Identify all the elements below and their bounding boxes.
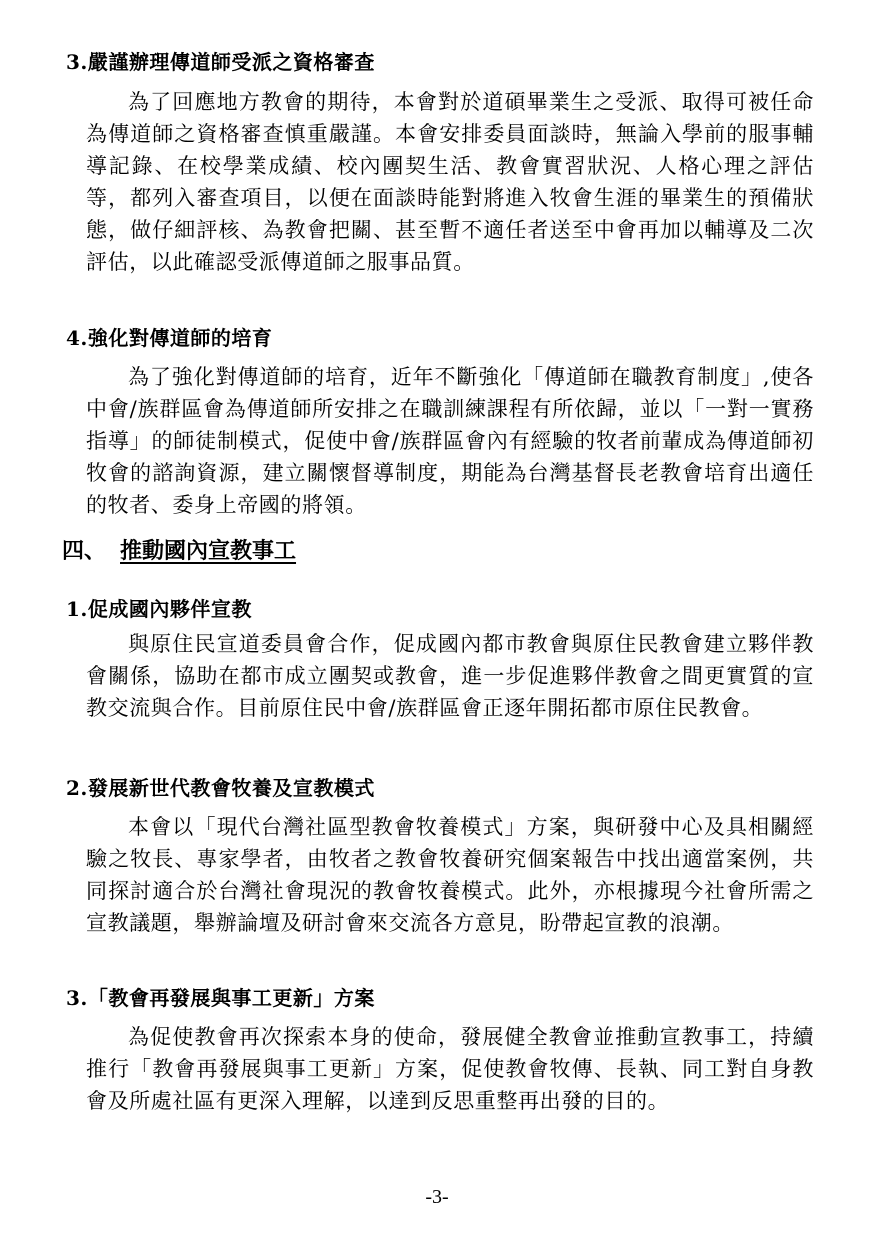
item-paragraph: 本會以「現代台灣社區型教會牧養模式」方案，與研發中心及具相關經驗之牧長、專家學者，由牧者之教會牧養研究個案報告中找出適當案例，共同探討適合於台灣社會現況的教會牧養模式。此外，亦根據現今社會所需之宣教議題，舉辦論壇及研討會來交流各方意見，盼帶起宣教的浪潮。 <box>86 815 814 935</box>
section-title: 推動國內宣教事工 <box>120 538 297 564</box>
section-heading <box>62 536 296 566</box>
item-paragraph: 與原住民宣道委員會合作，促成國內都市教會與原住民教會建立夥伴教會關係，協助在都市成立團契或教會，進一步促進夥伴教會之間更實質的宣教交流與合作。目前原住民中會/族群區會正逐年開拓都市原住民教會。 <box>86 632 814 720</box>
item-paragraph: 為促使教會再次探索本身的使命，發展健全教會並推動宣教事工，持續推行「教會再發展與事工更新」方案，促使教會牧傳、長執、同工對自身教會及所處社區有更深入理解，以達到反思重整再出發的目的。 <box>86 1025 814 1113</box>
section-number: 四、 <box>62 538 107 564</box>
item-paragraph: 為了回應地方教會的期待，本會對於道碩畢業生之受派、取得可被任命為傳道師之資格審查慎重嚴謹。本會安排委員面談時，無論入學前的服事輔導記錄、在校學業成績、校內團契生活、教會實習狀況、人格心理之評估等，都列入審查項目，以便在面談時能對將進入牧會生涯的畢業生的預備狀態，做仔細評核、為教會把關、甚至暫不適任者送至中會再加以輔導及二次評估，以此確認受派傳道師之服事品質。 <box>86 90 814 274</box>
item-heading: 4.強化對傳道師的培育 <box>66 326 273 350</box>
item-heading: 1.促成國內夥伴宣教 <box>66 597 252 621</box>
item-paragraph: 為了強化對傳道師的培育，近年不斷強化「傳道師在職教育制度」,使各中會/族群區會為傳道師所安排之在職訓練課程有所依歸，並以「一對一實務指導」的師徒制模式，促使中會/族群區會內有經驗的牧者前輩成為傳道師初牧會的諮詢資源，建立關懷督導制度，期能為台灣基督長老教會培育出適任的牧者、委身上帝國的將領。 <box>86 365 814 517</box>
page-number: -3- <box>425 1186 449 1208</box>
item-heading: 3.嚴謹辦理傳道師受派之資格審查 <box>66 50 375 74</box>
item-heading: 2.發展新世代教會牧養及宣教模式 <box>66 776 375 800</box>
item-heading: 3.「教會再發展與事工更新」方案 <box>66 986 375 1010</box>
